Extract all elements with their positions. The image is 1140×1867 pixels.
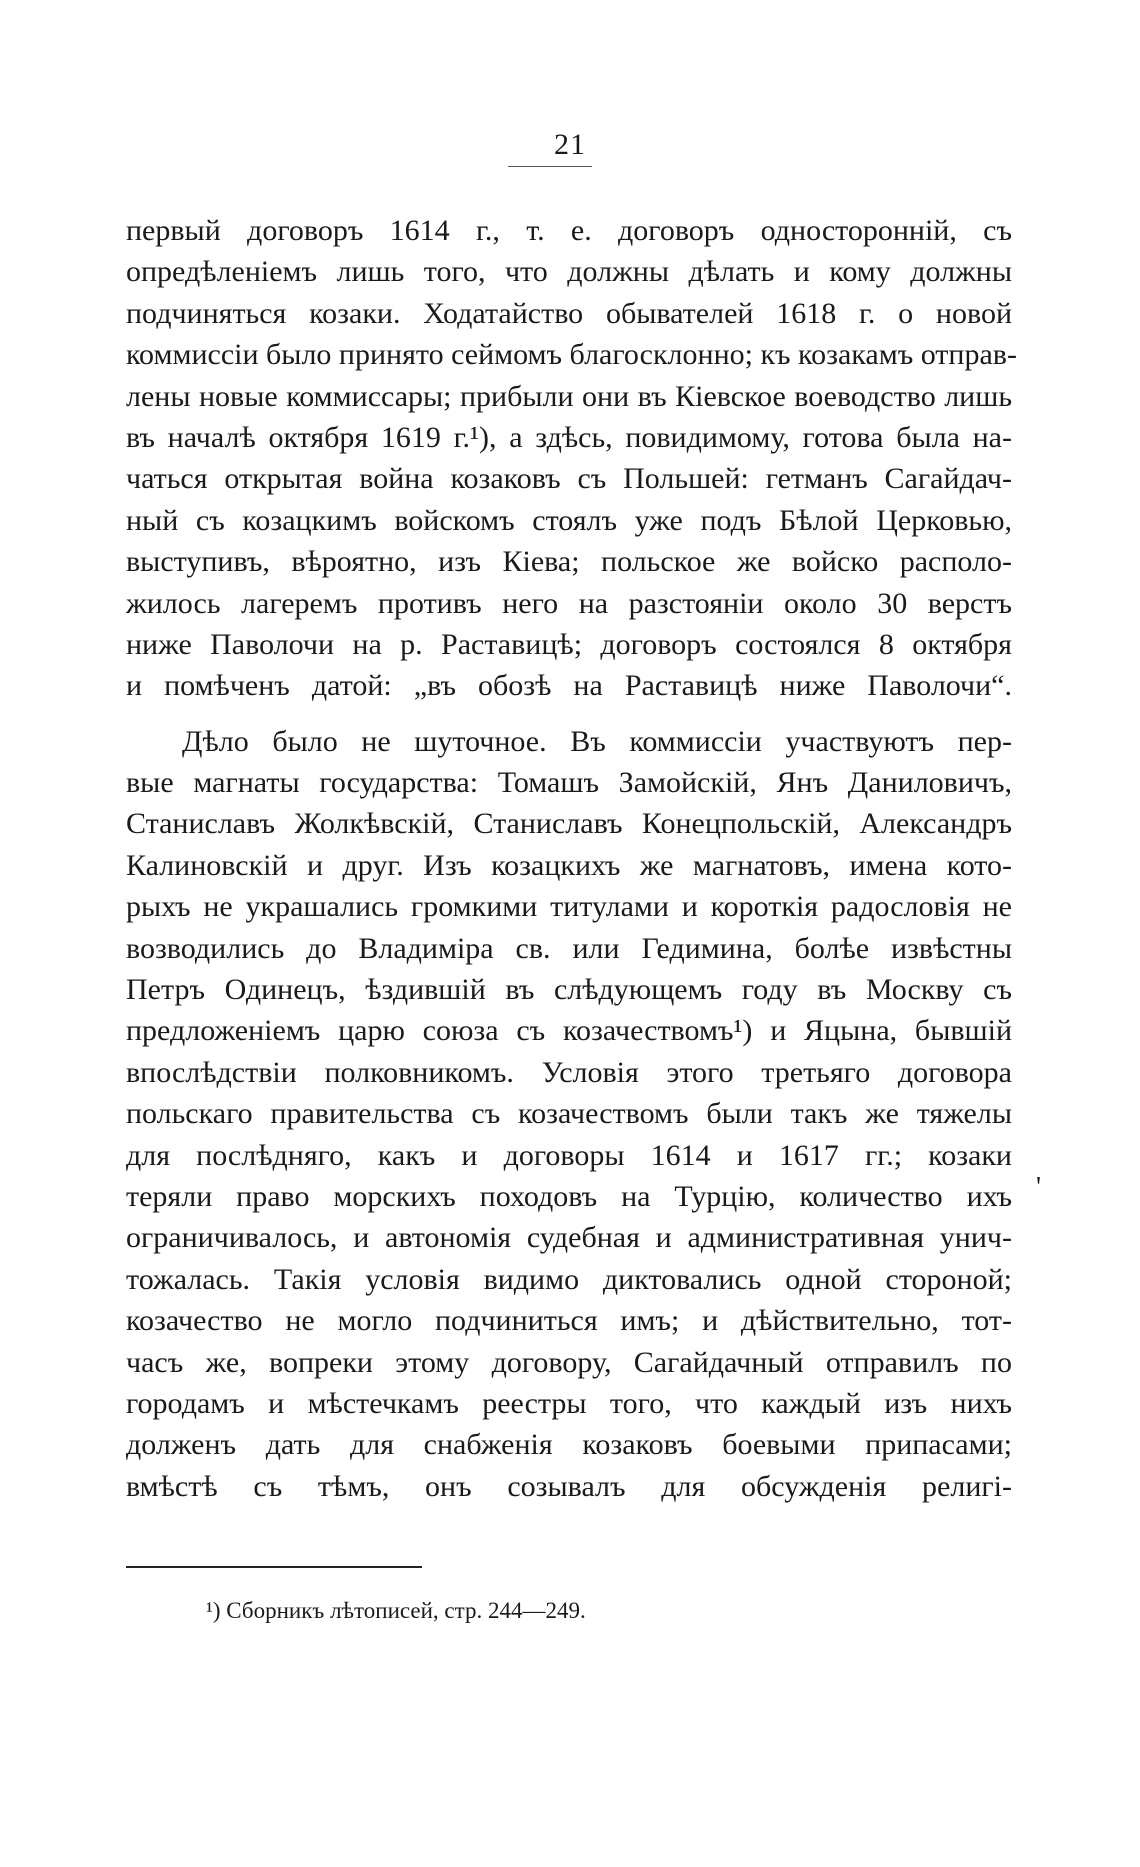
text-line: ниже Паволочи на р. Раставицѣ; договоръ состоялся 8 октября (126, 627, 1012, 661)
text-line: польскаго правительства съ козачествомъ были такъ же тяжелы (126, 1097, 1012, 1131)
text-line: опредѣленіемъ лишь того, что должны дѣлать и кому должны (126, 255, 1012, 289)
page-number: 21 (554, 128, 586, 161)
text-line: впослѣдствіи полковникомъ. Условія этого третьяго договора (126, 1055, 1012, 1089)
text-line: городамъ и мѣстечкамъ реестры того, что каждый изъ нихъ (126, 1386, 1012, 1420)
body-text (126, 210, 1017, 1507)
text-line: возводились до Владиміра св. или Гедимина, болѣе извѣстны (126, 931, 1012, 965)
text-line: первый договоръ 1614 г., т. е. договоръ односторонній, съ (126, 214, 1012, 247)
page-number-rule (508, 166, 592, 167)
text-line: ный съ козацкимъ войскомъ стоялъ уже подъ Бѣлой Церковью, (126, 503, 1012, 537)
text-line: въ началѣ октября 1619 г.¹), а здѣсь, повидимому, готова была на- (126, 420, 1012, 454)
text-line: рыхъ не украшались громкими титулами и короткія радословія не (126, 890, 1012, 924)
text-line: ограничивалось, и автономія судебная и административная унич- (126, 1221, 1012, 1255)
text-line: вые магнаты государства: Томашъ Замойскій, Янъ Даниловичъ, (126, 766, 1012, 800)
text-line: Дѣло было не шуточное. Въ коммиссіи участвуютъ пер- (182, 724, 1012, 758)
text-line: для послѣдняго, какъ и договоры 1614 и 1617 гг.; козаки (126, 1138, 1012, 1172)
text-line: теряли право морскихъ походовъ на Турцію, количество ихъ (126, 1179, 1012, 1213)
text-line: лены новые коммиссары; прибыли они въ Кіевское воеводство лишь (126, 379, 1012, 413)
text-line: Петръ Одинецъ, ѣздившій въ слѣдующемъ году въ Москву съ (126, 973, 1012, 1007)
text-line: тожалась. Такія условія видимо диктовались одной стороной; (126, 1262, 1012, 1296)
text-line: часъ же, вопреки этому договору, Сагайдачный отправилъ по (126, 1345, 1012, 1379)
text-line: подчиняться козаки. Ходатайство обывателей 1618 г. о новой (126, 296, 1012, 330)
text-line: чаться открытая война козаковъ съ Польшей: гетманъ Сагайдач- (126, 462, 1012, 496)
text-line: Станиславъ Жолкѣвскій, Станиславъ Конецпольскій, Александръ (126, 807, 1012, 841)
text-line: козачество не могло подчиниться имъ; и дѣйствительно, тот- (126, 1304, 1012, 1338)
footnote-rule (126, 1566, 422, 1568)
text-line: предложеніемъ царю союза съ козачествомъ¹) и Яцына, бывшій (126, 1014, 1012, 1048)
text-line: коммиссіи было принято сеймомъ благосклонно; къ козакамъ отправ- (126, 338, 1017, 372)
text-line: выступивъ, вѣроятно, изъ Кіева; польское же войско располо- (126, 545, 1012, 579)
text-line: долженъ дать для снабженія козаковъ боевыми припасами; (126, 1428, 1012, 1462)
text-line: вмѣстѣ съ тѣмъ, онъ созывалъ для обсужденія религі- (126, 1469, 1012, 1503)
margin-mark: ' (1036, 1172, 1042, 1203)
text-line: Калиновскій и друг. Изъ козацкихъ же магнатовъ, имена кото- (126, 848, 1012, 882)
paragraph-gap (126, 707, 1012, 721)
text-line: и помѣченъ датой: „въ обозѣ на Раставицѣ ниже Паволочи“. (126, 669, 1012, 703)
footnote: ¹) Сборникъ лѣтописей, стр. 244—249. (206, 1598, 586, 1623)
text-line: жилось лагеремъ противъ него на разстояніи около 30 верстъ (126, 586, 1012, 620)
